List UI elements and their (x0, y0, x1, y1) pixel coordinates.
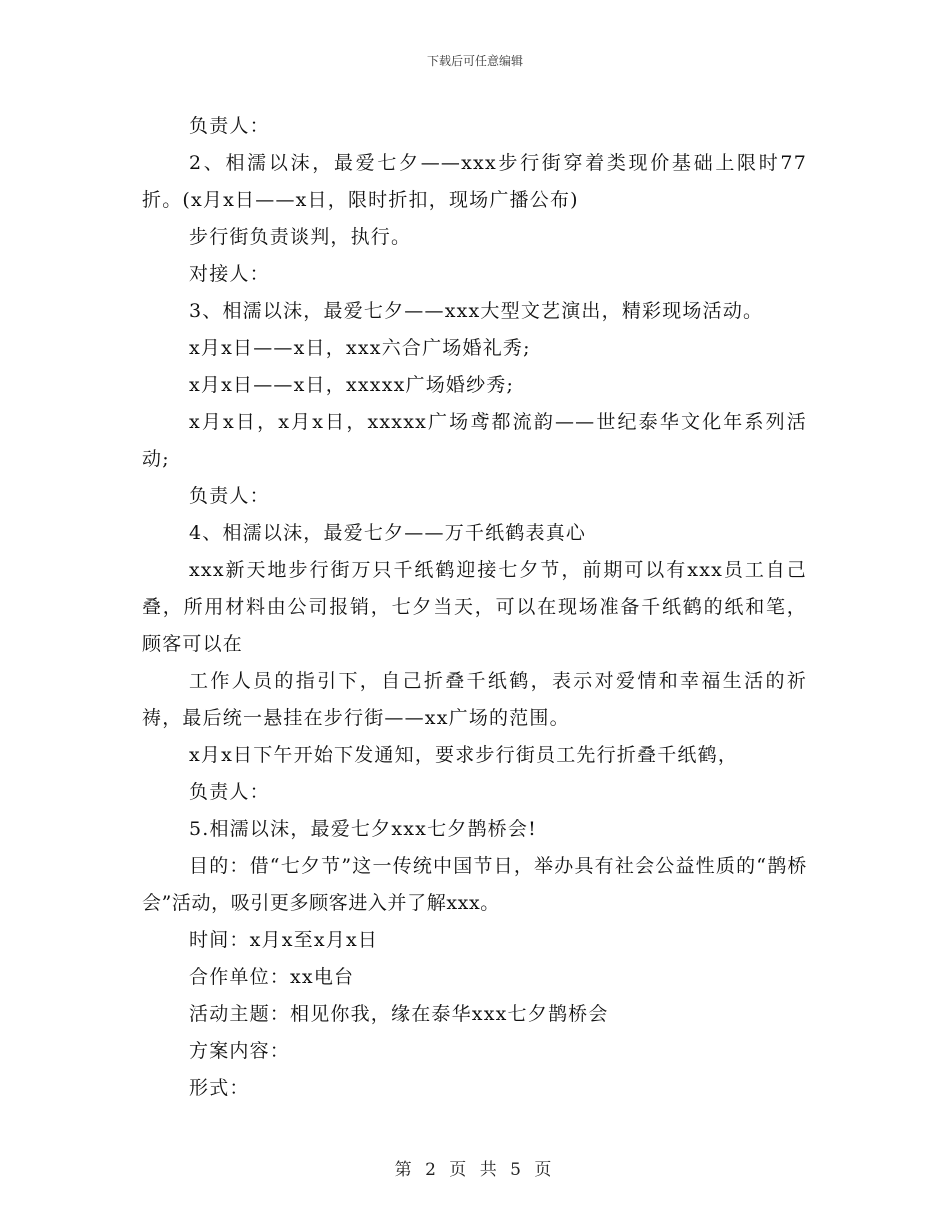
paragraph-19: 活动主题：相见你我，缘在泰华xxx七夕鹊桥会 (189, 1003, 609, 1025)
paragraph-7: x月x日——x日，xxxxx广场婚纱秀; (189, 374, 515, 396)
paragraph-12: 工作人员的指引下，自己折叠千纸鹤，表示对爱情和幸福生活的祈祷，最后统一悬挂在步行街——xx广场的范围。 (142, 670, 807, 729)
paragraph-5: 3、相濡以沫，最爱七夕——xxx大型文艺演出，精彩现场活动。 (189, 300, 764, 322)
paragraph-11: xxx新天地步行街万只千纸鹤迎接七夕节，前期可以有xxx员工自己叠，所用材料由公司报销，七夕当天，可以在现场准备千纸鹤的纸和笔，顾客可以在 (142, 559, 807, 655)
paragraph-8: x月x日，x月x日，xxxxx广场鸢都流韵——世纪泰华文化年系列活动; (142, 411, 807, 470)
paragraph-3: 步行街负责谈判，执行。 (189, 226, 412, 248)
paragraph-2: 2、相濡以沫，最爱七夕——xxx步行街穿着类现价基础上限时77折。(x月x日——x日，限时折扣，现场广播公布) (142, 152, 807, 211)
paragraph-1: 负责人： (189, 115, 270, 137)
paragraph-18: 合作单位：xx电台 (189, 966, 355, 988)
paragraph-13: x月x日下午开始下发通知，要求步行街员工先行折叠千纸鹤， (189, 744, 739, 766)
paragraph-17: 时间：x月x至x月x日 (189, 929, 379, 951)
paragraph-10: 4、相濡以沫，最爱七夕——万千纸鹤表真心 (189, 522, 587, 544)
paragraph-6: x月x日——x日，xxx六合广场婚礼秀; (189, 337, 531, 359)
paragraph-21: 形式： (189, 1077, 250, 1099)
document-body (142, 108, 807, 1107)
paragraph-16: 目的：借“七夕节”这一传统中国节日，举办具有社会公益性质的“鹊桥会”活动，吸引更多顾客进入并了解xxx。 (142, 855, 807, 914)
paragraph-20: 方案内容： (189, 1040, 291, 1062)
paragraph-14: 负责人： (189, 781, 270, 803)
paragraph-4: 对接人： (189, 263, 270, 285)
page-header-note: 下载后可任意编辑 (426, 54, 523, 68)
paragraph-9: 负责人： (189, 485, 270, 507)
page-number: 第 2 页 共 5 页 (394, 1160, 556, 1180)
paragraph-15: 5.相濡以沫，最爱七夕xxx七夕鹊桥会! (189, 818, 537, 840)
